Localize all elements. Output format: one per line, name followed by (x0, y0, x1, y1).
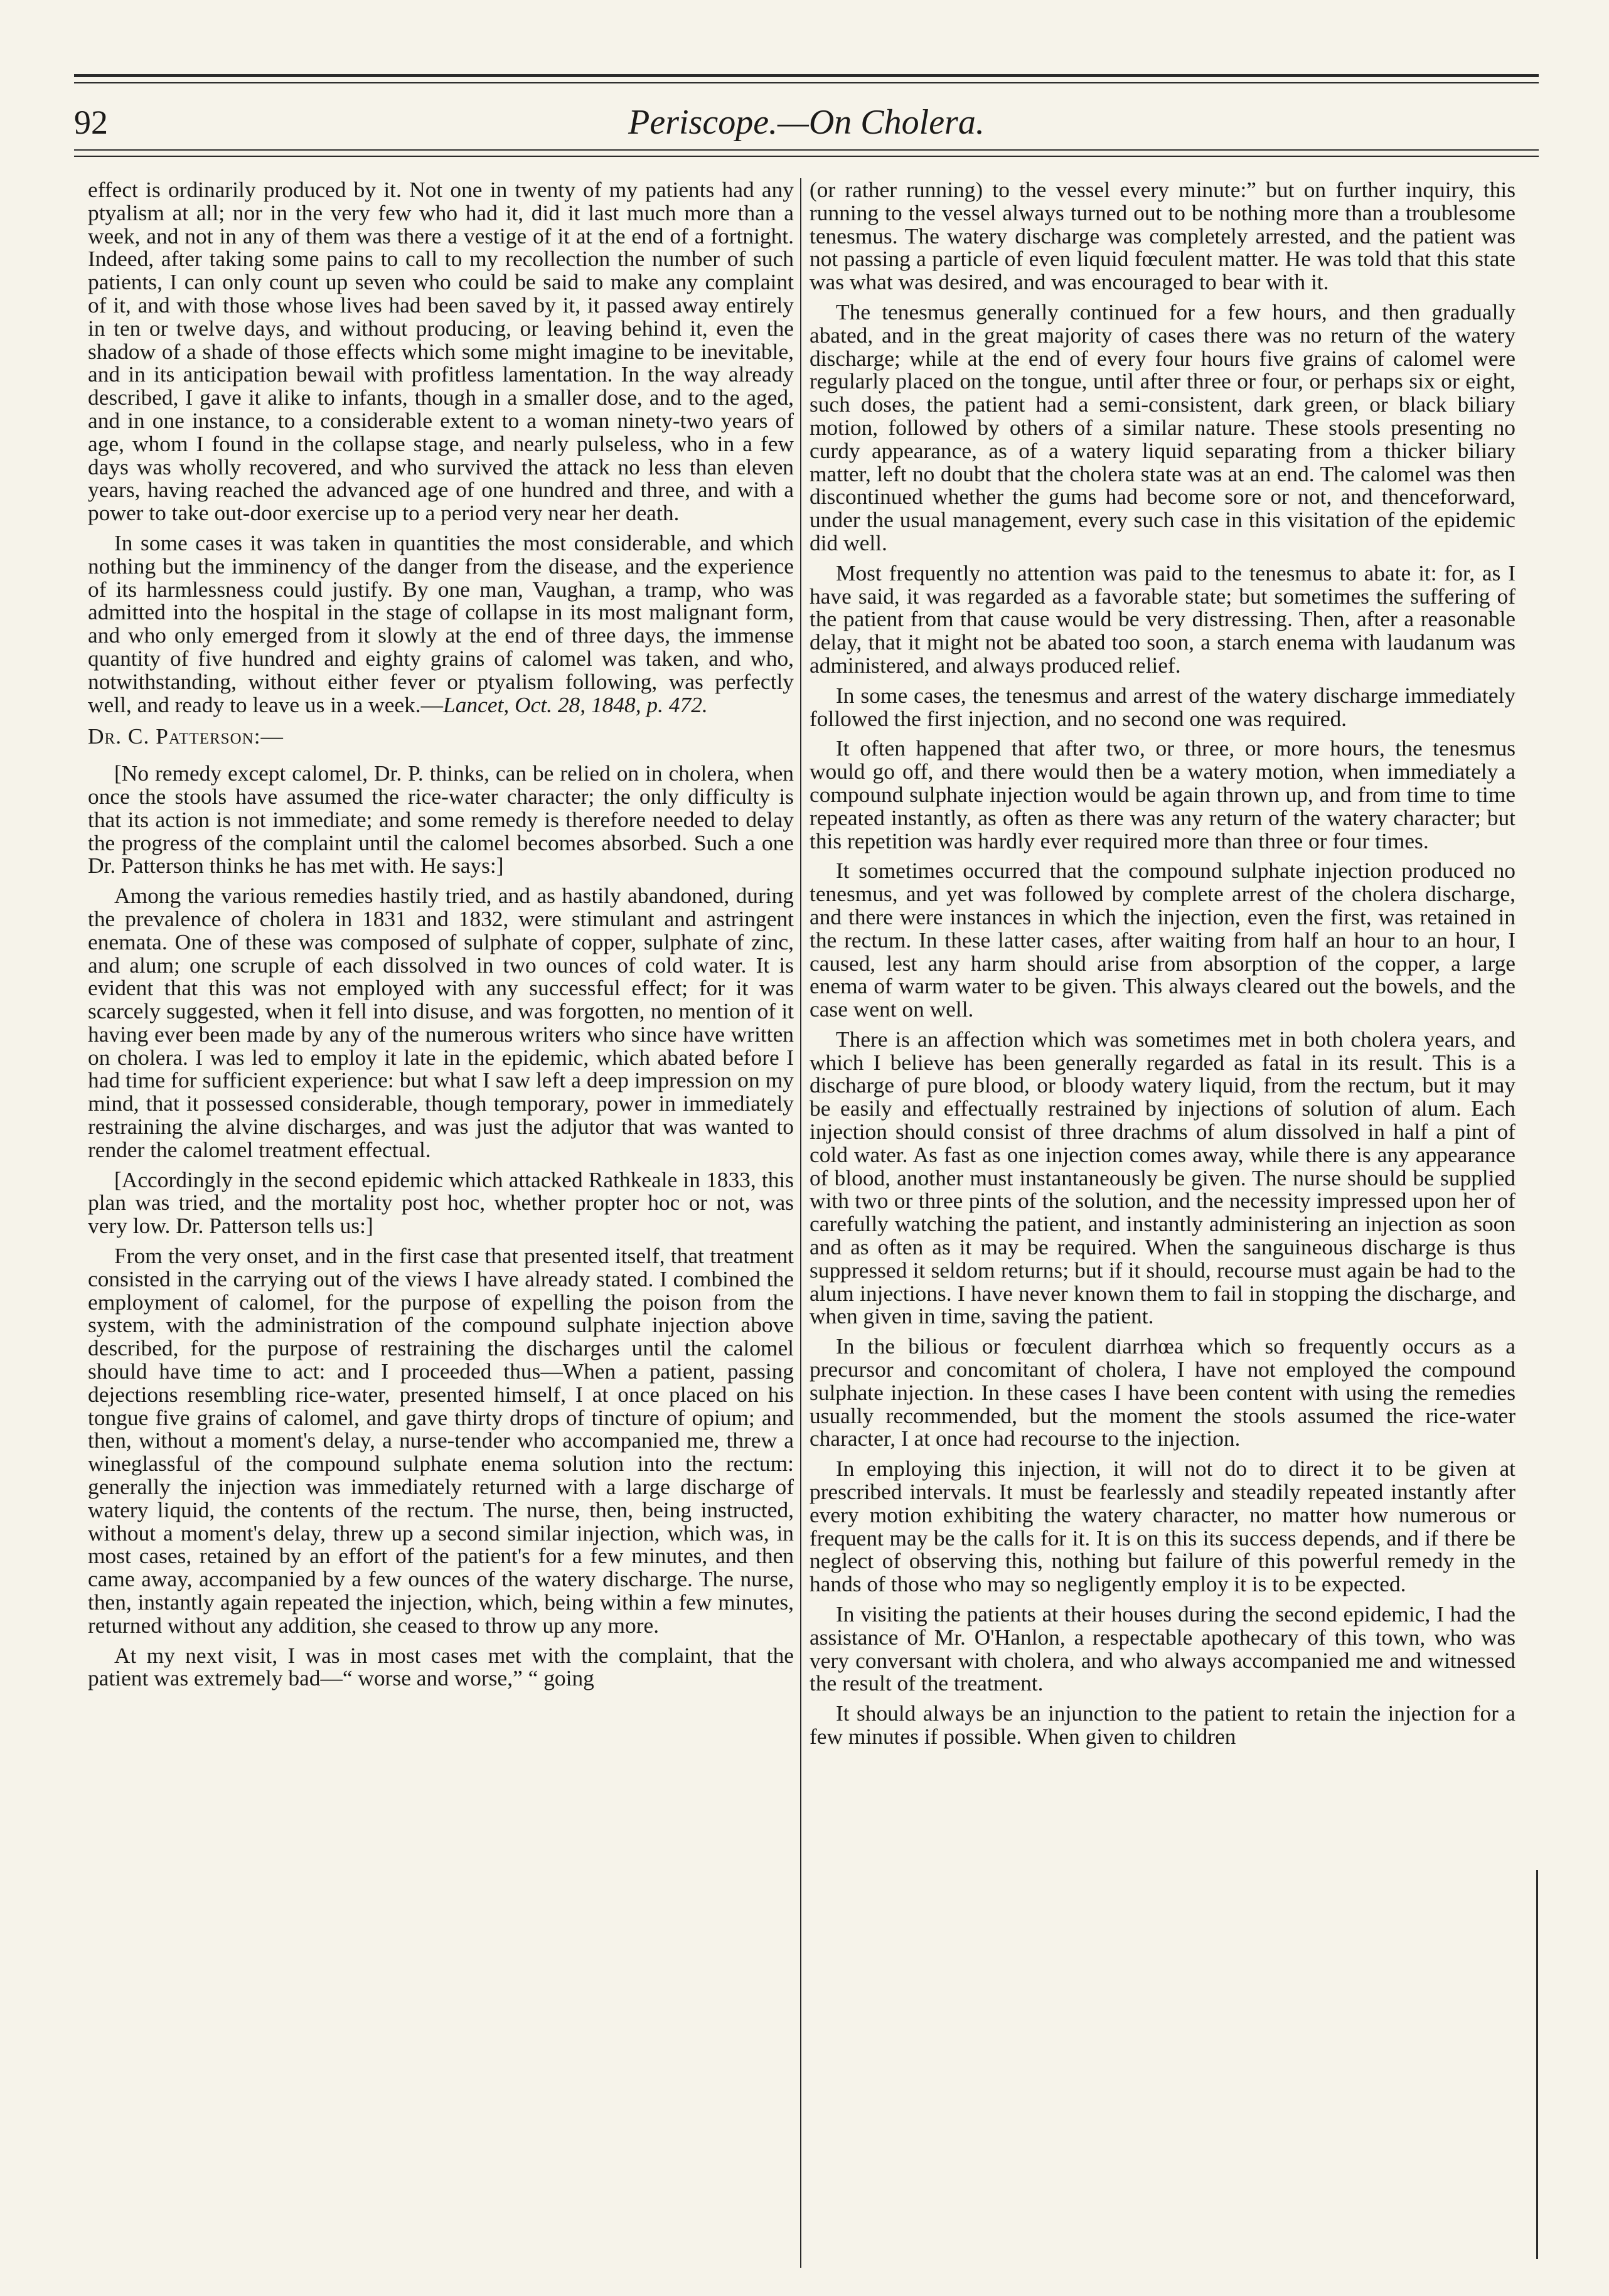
column-divider (800, 178, 801, 2268)
running-title: Periscope.—On Cholera. (628, 103, 985, 142)
left-column (88, 178, 794, 2261)
editorial-note: [No remedy except calomel, Dr. P. thinks, can be relied on in cholera, when once the stools have assumed the rice-water character; the only difficulty is that its action is not immediate; and some remedy is therefore needed to delay the progress of the complaint until the calomel becomes absorbed. Such a one Dr. Patterson thinks he has met with. He says:] (88, 761, 794, 878)
paragraph: Among the various remedies hastily tried, and as hastily abandoned, during the prevalence of cholera in 1831 and 1832, were stimulant and astringent enemata. One of these was composed of sulphate of copper, sulphate of zinc, and alum; one scruple of each dissolved in two ounces of cold water. It is evident that this was not employed with any successful effect; for it was scarcely suggested, when it fell into disuse, and was forgotten, no mention of it having ever been made by any of the numerous writers who since have written on cholera. I was led to employ it late in the epidemic, which abated before I had time for sufficient experience: but what I saw left a deep impression on my mind, that it possessed considerable, though temporary, power in immediately restraining the alvine discharges, and was just the adjutor that was wanted to render the calomel treatment effectual. (88, 883, 794, 1162)
paragraph: The tenesmus generally continued for a few hours, and then gradually abated, and in the great majority of cases there was no return of the watery discharge; while at the end of every four hours five grains of calomel were regularly placed on the tongue, until after three or four, or perhaps six or eight, such doses, the patient had a semi-consistent, dark green, or black biliary motion, followed by others of a similar nature. These stools presenting no curdy appearance, as of a watery liquid separating from a thicker biliary matter, left no doubt that the cholera state was at an end. The calomel was then discontinued whether the gums had become sore or not, and thenceforward, under the usual management, every such case in this visitation of the epidemic did well. (810, 299, 1515, 555)
paragraph (88, 531, 794, 716)
paragraph: It should always be an injunction to the patient to retain the injection for a few minutes if possible. When given to children (810, 1701, 1515, 1749)
paragraph: Most frequently no attention was paid to the tenesmus to abate it: for, as I have said, it was regarded as a favorable state; but sometimes the suffering of the patient from that cause would be very distressing. Then, after a reasonable delay, that it might not be abated too soon, a starch enema with laudanum was administered, and always produced relief. (810, 560, 1515, 678)
header-double-rule (74, 149, 1539, 157)
paragraph: (or rather running) to the vessel every minute:” but on further inquiry, this running to the vessel always turned out to be nothing more than a troublesome tenesmus. The watery discharge was completely arrested, and the patient was not passing a particle of even liquid fœculent matter. He was told that this state was what was desired, and was encouraged to bear with it. (810, 178, 1515, 295)
right-column (810, 178, 1515, 2261)
page-header (74, 100, 1539, 144)
top-double-rule (74, 74, 1539, 83)
paragraph: In employing this injection, it will not do to direct it to be given at prescribed intervals. It must be fearlessly and steadily repeated instantly after every motion exhibiting the watery character, no matter how numerous or frequent may be the calls for it. It is on this its success depends, and if there be neglect of observing this, nothing but failure of this powerful remedy in the hands of those who may so negligently employ it is to be expected. (810, 1456, 1515, 1597)
paragraph: In the bilious or fœculent diarrhœa which so frequently occurs as a precursor and concomitant of cholera, I have not employed the compound sulphate injection. In these cases I have been content with using the remedies usually recommended, but the moment the stools assumed the rice-water character, I at once had recourse to the injection. (810, 1333, 1515, 1451)
paragraph: effect is ordinarily produced by it. Not one in twenty of my patients had any ptyalism at all; nor in the very few who had it, did it last much more than a week, and not in any of them was there a vestige of it at the end of a fortnight. Indeed, after taking some pains to call to my recollection the number of such patients, I can only count up seven who could be said to make any complaint of it, and with those whose lives had been saved by it, it passed away entirely in ten or twelve days, and without producing, or leaving behind it, even the shadow of a shade of those effects which some might imagine to be inevitable, and in its anticipation bewail with profitless lamentation. In the way already described, I gave it alike to infants, though in a smaller dose, and to the aged, and in one instance, to a considerable extent to a woman ninety-two years of age, whom I found in the collapse stage, and nearly pulseless, who in a few days was wholly recovered, and who survived the attack no less than eleven years, having reached the advanced age of one hundred and three, and with a power to take out-door exercise up to a period very near her death. (88, 178, 794, 526)
right-margin-rule (1536, 1870, 1538, 2259)
author-heading: Dr. C. Patterson:— (88, 724, 284, 749)
paragraph: In visiting the patients at their houses during the second epidemic, I had the assistance of Mr. O'Hanlon, a respectable apothecary of this town, who was very conversant with cholera, and who always accompanied me and witnessed the result of the treatment. (810, 1601, 1515, 1696)
paragraph: It sometimes occurred that the compound sulphate injection produced no tenesmus, and yet was followed by complete arrest of the cholera discharge, and there were instances in which the injection, even the first, was retained in the rectum. In these latter cases, after waiting from half an hour to an hour, I caused, lest any harm should arise from absorption of the copper, a large enema of warm water to be given. This always cleared out the bowels, and the case went on well. (810, 858, 1515, 1022)
editorial-note: [Accordingly in the second epidemic which attacked Rathkeale in 1833, this plan was tried, and the mortality post hoc, whether propter hoc or not, was very low. Dr. Patterson tells us:] (88, 1167, 794, 1239)
page-number: 92 (74, 104, 108, 141)
paragraph: In some cases, the tenesmus and arrest of the watery discharge immediately followed the first injection, and no second one was required. (810, 682, 1515, 731)
paragraph-text: In some cases it was taken in quantities the most considerable, and which nothing but the imminency of the danger from the disease, and the experience of its harmlessness could justify. By one man, Vaughan, a tramp, who was admitted into the hospital in the stage of collapse in its most malignant form, and who only emerged from it slowly at the end of three days, the immense quantity of five hundred and eighty grains of calomel was taken, and who, notwithstanding, without either fever or ptyalism following, was perfectly well, and ready to leave us in a week.— (88, 530, 794, 717)
paragraph: At my next visit, I was in most cases met with the complaint, that the patient was extremely bad—“ worse and worse,” “ going (88, 1642, 794, 1691)
paragraph: There is an affection which was sometimes met in both cholera years, and which I believe has been generally regarded as fatal in its result. This is a discharge of pure blood, or bloody watery liquid, from the rectum, but it may be easily and effectually restrained by injections of solution of alum. Each injection should consist of three drachms of alum dissolved in half a pint of cold water. As fast as one injection comes away, while there is any appearance of blood, another must instantaneously be given. The nurse should be supplied with two or three pints of the solution, and the necessity impressed upon her of carefully watching the patient, and instantly administering an injection as soon and as often as it may be required. When the sanguineous discharge is thus suppressed it seldom returns; but if it should, recourse must again be had to the alum injections. I have never known them to fail in stopping the discharge, and when given in time, saving the patient. (810, 1026, 1515, 1329)
paragraph: It often happened that after two, or three, or more hours, the tenesmus would go off, and there would then be a watery motion, when immediately a compound sulphate injection would be again thrown up, and from time to time repeated instantly, as often as there was any return of the watery character; but this repetition was hardly ever required more than three or four times. (810, 735, 1515, 853)
paragraph: From the very onset, and in the first case that presented itself, that treatment consisted in the carrying out of the views I have already stated. I combined the employment of calomel, for the purpose of expelling the poison from the system, with the administration of the compound sulphate injection above described, for the purpose of restraining the discharges until the calomel should have time to act: and I proceeded thus—When a patient, passing dejections resembling rice-water, presented himself, I at once placed on his tongue five grains of calomel, and gave thirty drops of tincture of opium; and then, without a moment's delay, a nurse-tender who accompanied me, threw a wineglassful of the compound sulphate enema solution into the rectum: generally the injection was immediately returned with a large discharge of watery liquid, the contents of the rectum. The nurse, then, being instructed, without a moment's delay, threw up a second similar injection, which was, in most cases, retained by an effort of the patient's for a few minutes, and then came away, accompanied by a few ounces of the watery discharge. The nurse, then, instantly again repeated the injection, which, being within a few minutes, returned without any addition, she ceased to throw up any more. (88, 1243, 794, 1638)
citation: Lancet, Oct. 28, 1848, p. 472. (443, 691, 708, 717)
